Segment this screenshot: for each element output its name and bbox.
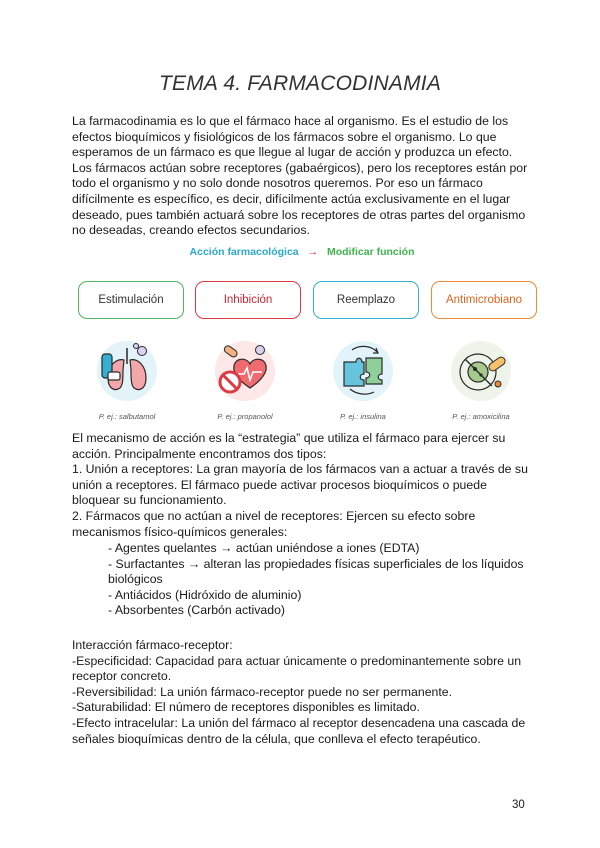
text-line: bloquear su funcionamiento. — [72, 493, 227, 508]
text-line: mecanismos físico-químicos generales: — [72, 524, 288, 539]
text-line: acción. Principalmente encontramos dos tipos: — [72, 446, 327, 461]
box-reemplazo: Reemplazo — [313, 281, 419, 319]
text-line: -Saturabilidad: El número de receptores disponibles es limitado. — [72, 700, 420, 715]
text-line: todo el organismo y no solo donde nosotros queremos. Por eso un fármaco — [72, 176, 483, 191]
heart-inhibit-icon — [212, 338, 278, 402]
text-line: Los fármacos actúan sobre receptores (gabaérgicos), pero los receptores están por — [72, 160, 528, 175]
section-heading: Interacción fármaco-receptor: — [72, 638, 233, 652]
text-line: esperamos de un fármaco es que llegue al lugar de acción y produzca un efecto. — [72, 145, 513, 160]
caption-insulina: P. ej.: insulina — [340, 412, 386, 421]
infographic-header — [72, 246, 532, 258]
inhaler-lungs-icon — [94, 338, 160, 402]
box-inhibicion: Inhibición — [195, 281, 301, 319]
list-item: - Absorbentes (Carbón activado) — [108, 603, 286, 618]
icons-row — [72, 338, 532, 402]
mechanisms-list — [108, 541, 528, 619]
text-line: señales bioquímicas dentro de la célula, que conlleva el efecto terapéutico. — [72, 731, 481, 746]
text-line: difícilmente es específico, es decir, difícilmente actúa exclusivamente en el lugar — [72, 191, 511, 206]
bacteria-pill-icon — [448, 338, 514, 402]
page-number: 30 — [512, 799, 525, 811]
text-line: unión a receptores. El fármaco puede activar procesos bioquímicos o puede — [72, 477, 487, 492]
list-item: - Antiácidos (Hidróxido de aluminio) — [108, 587, 302, 602]
text-line: efectos bioquímicos y fisiológicos de los fármacos sobre el organismo. Lo que — [72, 129, 497, 144]
text-line: deseado, pues también actuará sobre los receptores de otras partes del organismo — [72, 207, 526, 222]
caption-salbutamol: P. ej.: salbutamol — [98, 412, 156, 421]
function-label: Modificar función — [326, 246, 415, 258]
interaction-section — [72, 638, 532, 747]
caption-amoxicilina: P. ej.: amoxicilina — [452, 412, 510, 421]
text-line: La farmacodinamia es lo que el fármaco hace al organismo. Es el estudio de los — [72, 114, 509, 128]
box-estimulacion: Estimulación — [78, 281, 184, 319]
list-item: - Surfactantes → alteran las propiedades físicas superficiales de los líquidos — [108, 556, 524, 571]
list-item: - Agentes quelantes → actúan uniéndose a iones (EDTA) — [108, 541, 420, 555]
infographic — [72, 246, 532, 426]
list-item: biológicos — [108, 572, 163, 587]
page-title: TEMA 4. FARMACODINAMIA — [158, 72, 442, 95]
text-line: 1. Unión a receptores: La gran mayoría de los fármacos van a actuar a través de su — [72, 462, 528, 477]
text-line: El mecanismo de acción es la “estrategia” que utiliza el fármaco para ejercer su — [72, 431, 506, 445]
puzzle-icon — [330, 338, 396, 402]
text-line: -Reversibilidad: La unión fármaco-receptor puede no ser permanente. — [72, 684, 453, 699]
box-antimicrobiano: Antimicrobiano — [431, 281, 537, 319]
text-line: 2. Fármacos que no actúan a nivel de receptores: Ejercen su efecto sobre — [72, 508, 476, 523]
text-line: -Efecto intracelular: La unión del fármaco al receptor desencadena una cascada de — [72, 715, 526, 730]
text-line: -Especificidad: Capacidad para actuar únicamente o predominantemente sobre un — [72, 653, 522, 668]
category-boxes — [76, 281, 536, 321]
intro-paragraph — [72, 114, 532, 239]
mechanism-paragraph — [72, 431, 532, 540]
arrow-icon: → — [307, 246, 319, 258]
text-line: receptor concreto. — [72, 669, 172, 684]
text-line: no deseadas, creando efectos secundarios. — [72, 223, 310, 238]
caption-propanolol: P. ej.: propanolol — [217, 412, 273, 421]
action-label: Acción farmacológica — [189, 246, 299, 258]
